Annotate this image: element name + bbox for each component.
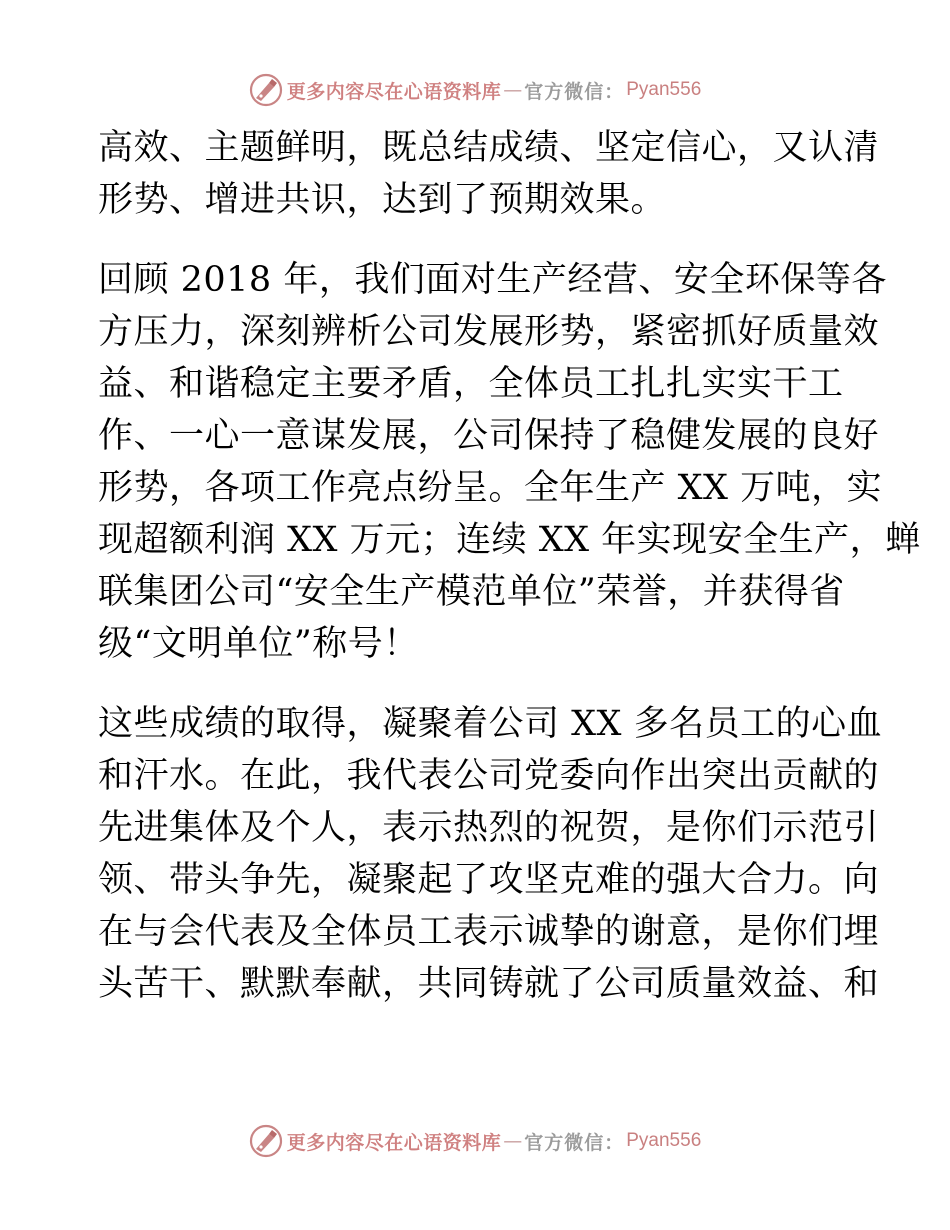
text-line: 这些成绩的取得，凝聚着公司 XX 多名员工的心血: [98, 704, 883, 744]
text-line: 方压力，深刻辨析公司发展形势，紧密抓好质量效: [98, 312, 880, 352]
text-line: 益、和谐稳定主要矛盾，全体员工扎扎实实干工: [98, 364, 844, 404]
paragraph: [98, 122, 880, 226]
text-line: 形势，各项工作亮点纷呈。全年生产 XX 万吨，实: [98, 468, 883, 508]
text-line: 先进集体及个人，表示热烈的祝贺，是你们示范引: [98, 808, 880, 848]
paragraph: [98, 698, 883, 1010]
text-line: 现超额利润 XX 万元；连续 XX 年实现安全生产，蝉: [98, 520, 921, 560]
text-line: 回顾 2018 年，我们面对生产经营、安全环保等各: [98, 260, 887, 300]
text-line: 联集团公司“安全生产模范单位”荣誉，并获得省: [98, 572, 845, 612]
watermark-official-label: 官方微信：: [524, 80, 625, 103]
text-line: 和汗水。在此，我代表公司党委向作出突出贡献的: [98, 756, 880, 796]
paragraph: [98, 254, 921, 670]
watermark-wechat-id: Pyan556: [626, 79, 702, 100]
text-line: 领、带头争先，凝聚起了攻坚克难的强大合力。向: [98, 860, 880, 900]
watermark-main-text: 更多内容尽在心语资料库: [286, 80, 502, 103]
header-watermark: [0, 70, 950, 110]
watermark-wechat-id: Pyan556: [626, 1130, 702, 1151]
text-line: 高效、主题鲜明，既总结成绩、坚定信心，又认清: [98, 128, 880, 168]
footer-watermark: [0, 1121, 950, 1161]
text-line: 头苦干、默默奉献，共同铸就了公司质量效益、和: [98, 964, 880, 1004]
watermark-dash: —: [503, 1130, 523, 1152]
watermark-main-text: 更多内容尽在心语资料库: [286, 1131, 502, 1154]
watermark-official-label: 官方微信：: [524, 1131, 625, 1154]
pen-logo-icon: [249, 73, 283, 107]
text-line: 形势、增进共识，达到了预期效果。: [98, 180, 667, 220]
text-line: 作、一心一意谋发展，公司保持了稳健发展的良好: [98, 416, 880, 456]
watermark-dash: —: [503, 79, 523, 101]
document-body: [98, 122, 921, 1010]
pen-logo-icon: [249, 1124, 283, 1158]
text-line: 在与会代表及全体员工表示诚挚的谢意，是你们埋: [98, 912, 880, 952]
text-line: 级“文明单位”称号！: [98, 624, 419, 664]
